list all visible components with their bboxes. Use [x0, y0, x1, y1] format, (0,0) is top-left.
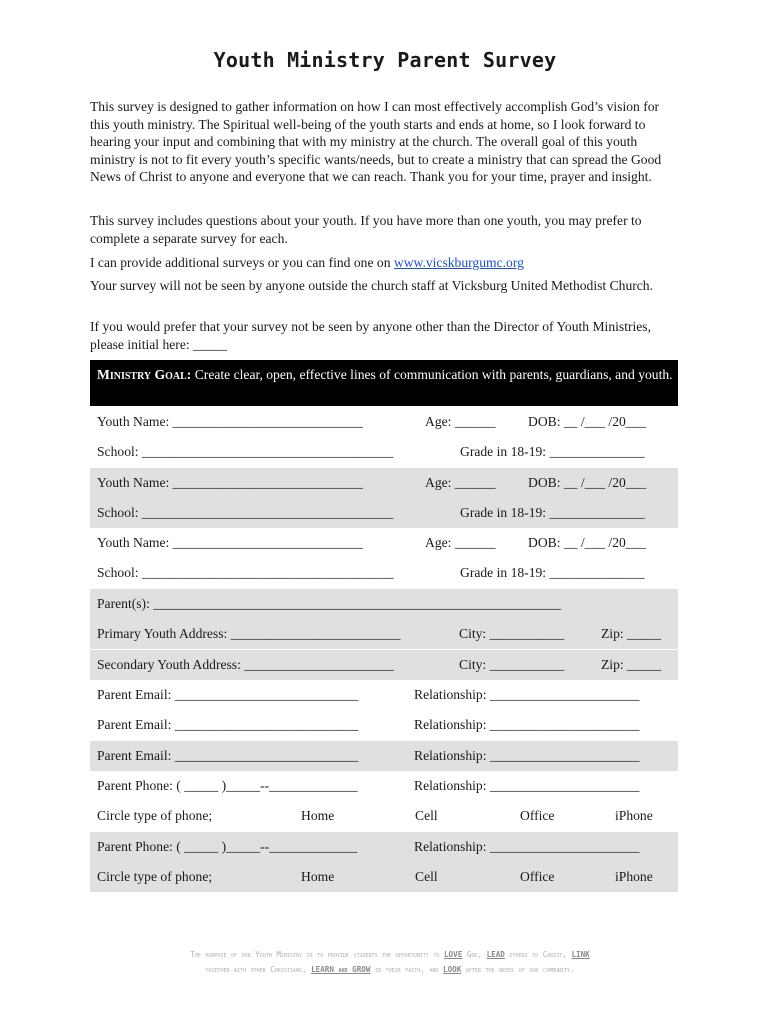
parents-row: [90, 589, 678, 619]
dob-field[interactable]: DOB: __ /___ /20___: [528, 535, 647, 550]
dob-field[interactable]: DOB: __ /___ /20___: [528, 475, 647, 490]
school-field[interactable]: School: _____________________________________: [97, 505, 394, 520]
intro-paragraph-1: This survey is designed to gather information on how I can most effectively accomplish God’s vision for this youth ministry. The Spiritual well-being of the youth starts and ends at home, so I look forward to hearing your input and combining that with my ministry at the church. The overall goal of this youth ministry is not to fit every youth’s specific wants/needs, but to create a ministry that can spread the Good News of Christ to anyone and everyone that we can reach. Thank you for your time, prayer and insight.: [90, 99, 662, 184]
phone-type-row-1: [90, 801, 678, 831]
circle-phone-label: Circle type of phone;: [97, 808, 213, 823]
footer-text: after the needs of our community.: [461, 965, 575, 974]
relationship-field[interactable]: Relationship: ______________________: [414, 717, 640, 732]
phone-type-row-2: [90, 862, 678, 892]
page-title: Youth Ministry Parent Survey: [213, 48, 557, 72]
dob-field[interactable]: DOB: __ /___ /20___: [528, 414, 647, 429]
youth-2-name-row: [90, 468, 678, 498]
phone-type-office[interactable]: Office: [520, 808, 555, 823]
youth-name-field[interactable]: Youth Name: ____________________________: [97, 475, 363, 490]
youth-1-school-row: [90, 437, 678, 467]
relationship-field[interactable]: Relationship: ______________________: [414, 839, 640, 854]
age-field[interactable]: Age: ______: [425, 414, 496, 429]
youth-3-name-row: [90, 528, 678, 558]
ministry-goal-label: Ministry Goal:: [97, 367, 192, 382]
intro-paragraph-4: Your survey will not be seen by anyone outside the church staff at Vicksburg United Methodist Church.: [90, 278, 653, 293]
age-field[interactable]: Age: ______: [425, 475, 496, 490]
parent-email-row-2: [90, 710, 678, 740]
city-field[interactable]: City: ___________: [459, 657, 565, 672]
grade-field[interactable]: Grade in 18-19: ______________: [460, 505, 645, 520]
intro-paragraph-5: If you would prefer that your survey not be seen by anyone other than the Director of Youth Ministries, please initial here: _____: [90, 319, 651, 352]
grade-field[interactable]: Grade in 18-19: ______________: [460, 444, 645, 459]
ministry-goal-text: Create clear, open, effective lines of communication with parents, guardians, and youth.: [191, 367, 673, 382]
phone-type-office[interactable]: Office: [520, 869, 555, 884]
school-field[interactable]: School: _____________________________________: [97, 565, 394, 580]
relationship-field[interactable]: Relationship: ______________________: [414, 748, 640, 763]
footer-text: God,: [462, 950, 487, 959]
youth-name-field[interactable]: Youth Name: ____________________________: [97, 535, 363, 550]
relationship-field[interactable]: Relationship: ______________________: [414, 687, 640, 702]
footer-text: in their faith, and: [370, 965, 444, 974]
youth-3-school-row: [90, 558, 678, 588]
youth-2-school-row: [90, 498, 678, 528]
footer-text: others to Christ,: [504, 950, 572, 959]
phone-type-cell[interactable]: Cell: [415, 808, 438, 823]
school-field[interactable]: School: _____________________________________: [97, 444, 394, 459]
youth-name-field[interactable]: Youth Name: ____________________________: [97, 414, 363, 429]
phone-type-cell[interactable]: Cell: [415, 869, 438, 884]
footer-lead: LEAD: [486, 950, 505, 959]
intro-paragraph-2: This survey includes questions about your youth. If you have more than one youth, you may prefer to complete a separate survey for each.: [90, 213, 642, 246]
parent-phone-row-1: [90, 771, 678, 801]
footer-line-2: [90, 963, 690, 977]
secondary-address-field[interactable]: Secondary Youth Address: ______________________: [97, 657, 394, 672]
parent-email-field[interactable]: Parent Email: ___________________________: [97, 748, 359, 763]
zip-field[interactable]: Zip: _____: [601, 657, 662, 672]
parent-email-row-3: [90, 741, 678, 771]
primary-address-field[interactable]: Primary Youth Address: _________________________: [97, 626, 401, 641]
phone-type-home[interactable]: Home: [301, 869, 335, 884]
parent-phone-field[interactable]: Parent Phone: ( _____ )_____--_____________: [97, 839, 358, 854]
parent-phone-row-2: [90, 832, 678, 862]
ministry-goal-banner: [90, 360, 678, 406]
youth-1-name-row: [90, 407, 678, 437]
grade-field[interactable]: Grade in 18-19: ______________: [460, 565, 645, 580]
intro-paragraph-3: [90, 254, 682, 272]
circle-phone-label: Circle type of phone;: [97, 869, 213, 884]
footer-look: LOOK: [443, 965, 462, 974]
footer-link: LINK: [571, 950, 590, 959]
website-link[interactable]: www.vicskburgumc.org: [393, 255, 524, 270]
footer-love: LOVE: [443, 950, 463, 959]
phone-type-iphone[interactable]: iPhone: [615, 808, 653, 823]
parent-phone-field[interactable]: Parent Phone: ( _____ )_____--_____________: [97, 778, 358, 793]
footer-text: The purpose of our Youth Ministry is to provide students the opportunity to: [190, 950, 444, 959]
secondary-address-row: [90, 650, 678, 680]
phone-type-home[interactable]: Home: [301, 808, 335, 823]
city-field[interactable]: City: ___________: [459, 626, 565, 641]
footer-text: together with other Christians,: [205, 965, 312, 974]
relationship-field[interactable]: Relationship: ______________________: [414, 778, 640, 793]
parent-email-row-1: [90, 680, 678, 710]
parent-email-field[interactable]: Parent Email: ___________________________: [97, 687, 359, 702]
parents-field[interactable]: Parent(s): ____________________________________________________________: [97, 596, 562, 611]
phone-type-iphone[interactable]: iPhone: [615, 869, 653, 884]
parent-email-field[interactable]: Parent Email: ___________________________: [97, 717, 359, 732]
footer-line-1: [90, 948, 690, 962]
zip-field[interactable]: Zip: _____: [601, 626, 662, 641]
age-field[interactable]: Age: ______: [425, 535, 496, 550]
primary-address-row: [90, 619, 678, 649]
intro-paragraph-3-text: I can provide additional surveys or you can find one on: [90, 255, 394, 270]
footer-learn: LEARN and GROW: [311, 965, 371, 974]
